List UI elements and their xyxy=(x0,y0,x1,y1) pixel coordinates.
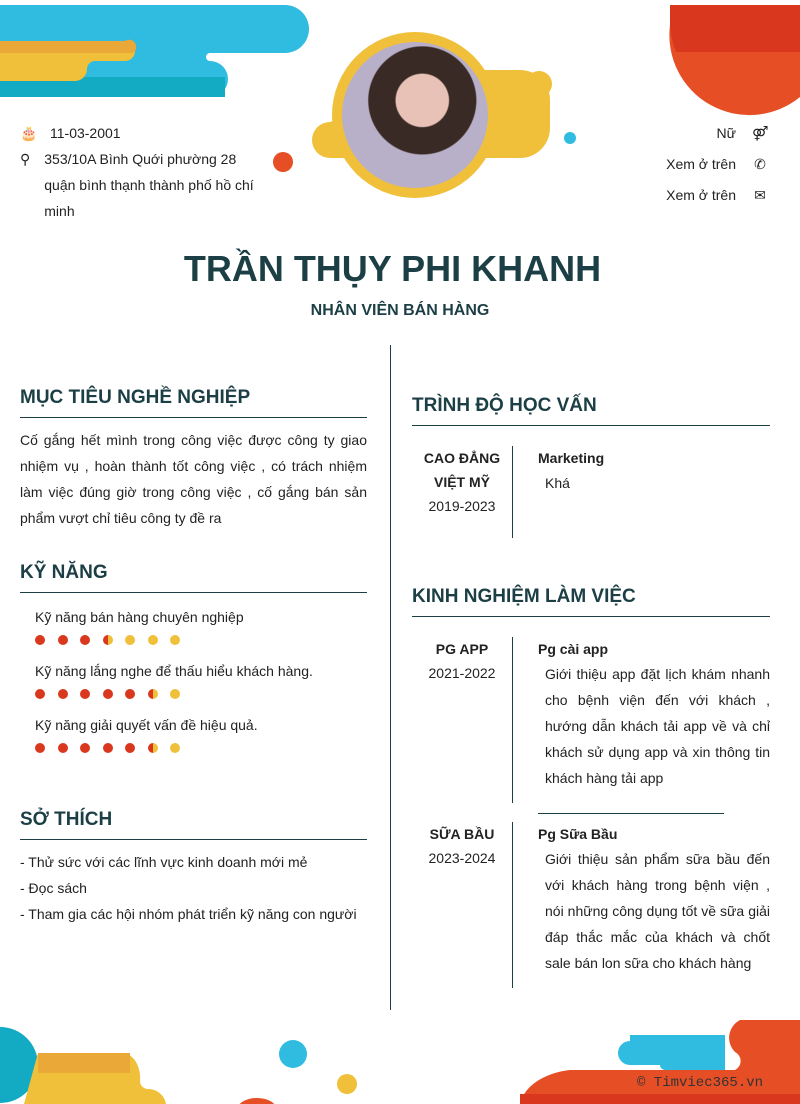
rating-dot xyxy=(125,743,135,753)
email: Xem ở trên xyxy=(666,187,736,203)
rating-dot xyxy=(148,635,158,645)
gender-icon: ⚤ xyxy=(752,125,769,141)
full-name: TRẦN THỤY PHI KHANH xyxy=(183,248,602,289)
hobby-item: - Thử sức với các lĩnh vực kinh doanh mới mẻ xyxy=(20,854,308,870)
objective-text: Cố gắng hết mình trong công việc được công ty giao nhiệm vụ , hoàn thành tốt công việc , có trách nhiệm làm việc đúng giờ trong công việc , cố gắng bán sản phẩm vượt chỉ tiêu công ty đề ra xyxy=(20,432,367,526)
rating-dot xyxy=(80,689,90,699)
envelope-icon: ✉ xyxy=(754,187,766,203)
map-marker-icon: ⚲ xyxy=(20,151,31,167)
rating-dot xyxy=(170,743,180,753)
hobby-item: - Đọc sách xyxy=(20,880,87,896)
rating-dot xyxy=(125,635,135,645)
skill-name: Kỹ năng giải quyết vấn đề hiệu quả. xyxy=(35,717,258,733)
skill-rating xyxy=(35,635,365,645)
column-divider xyxy=(390,345,391,1010)
rating-dot xyxy=(170,635,180,645)
role: Pg Sữa Bầu xyxy=(538,826,618,842)
rating-dot xyxy=(58,743,68,753)
contact-right xyxy=(568,118,768,211)
rating-dot xyxy=(103,635,113,645)
avatar xyxy=(332,32,498,198)
birthday-cake-icon: 🎂 xyxy=(20,125,38,141)
major: Marketing xyxy=(538,450,605,466)
phone-icon: ✆ xyxy=(754,156,766,172)
objective-title: MỤC TIÊU NGHỀ NGHIỆP xyxy=(20,387,367,418)
hobbies-title: SỞ THÍCH xyxy=(20,809,367,840)
rating-dot xyxy=(148,689,158,699)
hobbies-list xyxy=(20,849,357,927)
company-name: PG APP xyxy=(435,641,489,657)
skill-name: Kỹ năng lắng nghe để thấu hiểu khách hàng. xyxy=(35,663,313,679)
skill-rating xyxy=(35,743,365,753)
skill-item xyxy=(35,713,365,753)
experience-title: KINH NGHIỆM LÀM VIỆC xyxy=(412,586,770,617)
experience-desc: Giới thiệu app đặt lịch khám nhanh cho bệnh viện đến với khách , hướng dẫn khách tải app về và chỉ khách sử dụng app và xin thông tin khách hàng tải app xyxy=(545,666,770,786)
skills-list xyxy=(35,605,365,767)
skill-name: Kỹ năng bán hàng chuyên nghiệp xyxy=(35,609,244,625)
experience-desc: Giới thiệu sản phẩm sữa bầu đến với khách hàng trong bệnh viện , nói những công dụng tốt về sữa giải đáp thắc mắc của khách và chốt sale bán lon sữa cho khách hàng xyxy=(545,851,770,971)
role: Pg cài app xyxy=(538,641,609,657)
grade: Khá xyxy=(545,475,570,491)
rating-dot xyxy=(103,689,113,699)
education-time: 2019-2023 xyxy=(428,498,496,514)
rating-dot xyxy=(103,743,113,753)
skill-rating xyxy=(35,689,365,699)
watermark: © Timviec365.vn xyxy=(637,1075,764,1091)
address: 353/10A Bình Quới phường 28 quận bình thạnh thành phố hồ chí minh xyxy=(44,151,254,219)
company-name: SỮA BẦU xyxy=(429,826,495,842)
rating-dot xyxy=(35,635,45,645)
gender: Nữ xyxy=(716,125,736,141)
rating-dot xyxy=(80,635,90,645)
rating-dot xyxy=(58,635,68,645)
rating-dot xyxy=(125,689,135,699)
hobby-item: - Tham gia các hội nhóm phát triển kỹ năng con người xyxy=(20,906,357,922)
skill-item xyxy=(35,659,365,699)
birthday: 11-03-2001 xyxy=(50,125,121,141)
entry-separator xyxy=(538,813,724,814)
skills-title: KỸ NĂNG xyxy=(20,562,367,593)
rating-dot xyxy=(35,689,45,699)
phone: Xem ở trên xyxy=(666,156,736,172)
contact-left xyxy=(20,120,270,224)
experience-time: 2021-2022 xyxy=(428,665,496,681)
rating-dot xyxy=(35,743,45,753)
skill-item xyxy=(35,605,365,645)
rating-dot xyxy=(148,743,158,753)
experience-time: 2023-2024 xyxy=(428,850,496,866)
rating-dot xyxy=(170,689,180,699)
education-title: TRÌNH ĐỘ HỌC VẤN xyxy=(412,395,770,426)
school-name: CAO ĐẲNG VIỆT MỸ xyxy=(423,450,501,490)
rating-dot xyxy=(80,743,90,753)
rating-dot xyxy=(58,689,68,699)
job-position: NHÂN VIÊN BÁN HÀNG xyxy=(310,302,490,319)
